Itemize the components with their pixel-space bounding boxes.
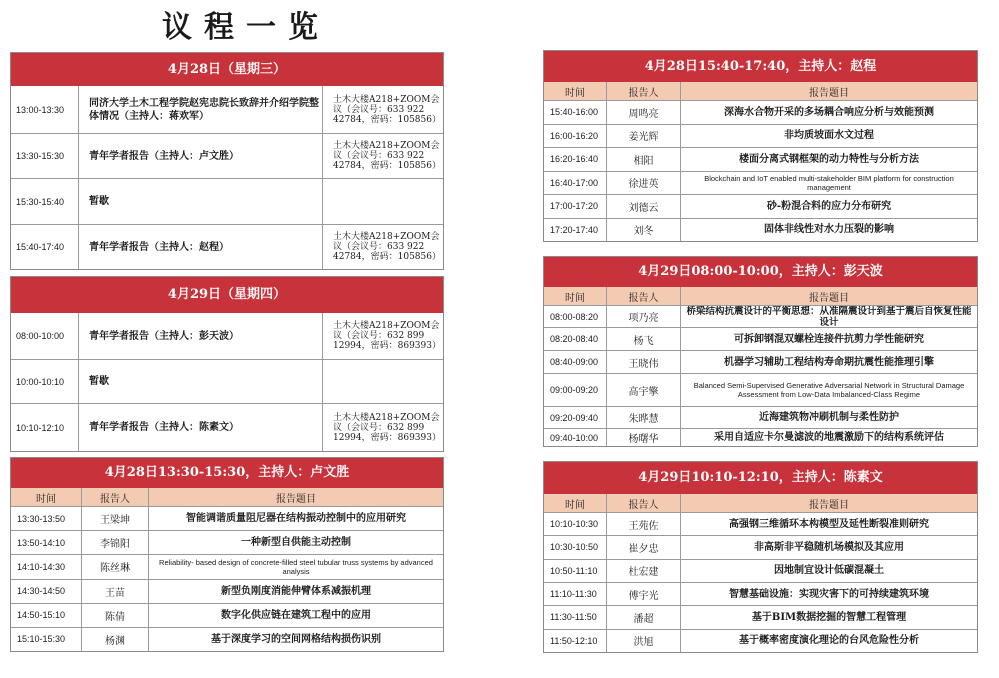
col-speaker: 报告人	[82, 488, 149, 506]
table-row	[544, 147, 977, 171]
speaker-cell: 刘冬	[607, 219, 681, 242]
time-cell: 11:10-11:30	[544, 583, 607, 605]
speaker-cell: 洪旭	[607, 630, 681, 652]
title-cell: 可拆卸钢混双螺栓连接件抗剪力学性能研究	[734, 333, 924, 345]
table-row	[544, 535, 977, 558]
event-cell: 暂歇	[79, 179, 323, 224]
table-row	[544, 629, 977, 652]
col-title: 报告题目	[809, 87, 849, 99]
table-header	[544, 494, 977, 512]
time-cell: 15:10-15:30	[11, 628, 82, 651]
table-row	[11, 530, 443, 554]
title-cell: 高强钢三维循环本构模型及延性断裂准则研究	[729, 518, 929, 530]
speaker-cell: 相阳	[607, 148, 681, 171]
speaker-cell: 刘德云	[607, 195, 681, 218]
time-cell: 14:30-14:50	[11, 580, 82, 603]
speaker-cell: 姜光辉	[607, 125, 681, 148]
page-title: 议程一览	[162, 10, 330, 45]
table-row	[544, 559, 977, 582]
location-cell	[323, 360, 443, 403]
time-cell: 11:50-12:10	[544, 630, 607, 652]
title-cell: Balanced Semi-Supervised Generative Adversarial Network in Structural Damage Assessment from Low-Data Imbalanced-Class Regime	[693, 381, 965, 399]
session-block	[543, 50, 978, 242]
speaker-cell: 项乃亮	[607, 306, 681, 327]
time-cell: 08:00-08:20	[544, 306, 607, 327]
time-cell: 08:40-09:00	[544, 351, 607, 373]
table-row	[544, 406, 977, 428]
title-cell: 基于概率密度演化理论的台风危险性分析	[739, 635, 919, 647]
table-row	[544, 350, 977, 373]
table-header	[544, 82, 977, 100]
table-row	[11, 404, 443, 451]
table-row	[11, 86, 443, 134]
time-cell: 15:40-17:40	[11, 225, 79, 269]
time-cell: 13:00-13:30	[11, 86, 79, 133]
time-cell: 08:00-10:00	[11, 313, 79, 359]
session-header: 4月29日10:10-12:10，主持人：陈素文	[544, 462, 977, 494]
table-row	[544, 327, 977, 350]
time-cell: 10:50-11:10	[544, 560, 607, 582]
location-cell	[323, 179, 443, 224]
table-row	[544, 428, 977, 446]
title-cell: 近海建筑物冲刷机制与柔性防护	[759, 412, 899, 423]
time-cell: 16:00-16:20	[544, 125, 607, 148]
time-cell: 15:40-16:00	[544, 101, 607, 124]
table-row	[544, 218, 977, 242]
event-cell: 青年学者报告（主持人：彭天波）	[79, 313, 323, 359]
speaker-cell: 陈丝琳	[82, 555, 149, 578]
event-cell: 青年学者报告（主持人：卢文胜）	[79, 134, 323, 178]
time-cell: 15:30-15:40	[11, 179, 79, 224]
event-cell: 青年学者报告（主持人：陈素文）	[79, 404, 323, 451]
location-cell: 土木大楼A218+ZOOM会议（会议号：633 922 42784，密码：105856）	[333, 232, 441, 262]
speaker-cell: 王苑佐	[607, 513, 681, 535]
speaker-cell: 杜宏建	[607, 560, 681, 582]
time-cell: 08:20-08:40	[544, 328, 607, 350]
col-speaker: 报告人	[607, 82, 681, 100]
time-cell: 16:20-16:40	[544, 148, 607, 171]
speaker-cell: 徐进英	[607, 172, 681, 195]
title-cell: 基于BIM数据挖掘的智慧工程管理	[751, 611, 907, 623]
time-cell: 13:30-15:30	[11, 134, 79, 178]
table-row	[11, 360, 443, 404]
time-cell: 10:10-10:30	[544, 513, 607, 535]
title-cell: 深海水合物开采的多场耦合响应分析与效能预测	[724, 106, 934, 118]
col-time: 时间	[544, 82, 607, 100]
session-header: 4月29日08:00-10:00，主持人：彭天波	[544, 257, 977, 287]
speaker-cell: 周鸣亮	[607, 101, 681, 124]
title-cell: 采用自适应卡尔曼滤波的地震激励下的结构系统评估	[714, 432, 944, 443]
session-block	[543, 461, 978, 653]
time-cell: 10:10-12:10	[11, 404, 79, 451]
session-header: 4月28日13:30-15:30，主持人：卢文胜	[11, 458, 443, 488]
title-cell: 数字化供应链在建筑工程中的应用	[221, 609, 371, 621]
col-title: 报告题目	[276, 493, 316, 505]
table-row	[544, 582, 977, 605]
table-row	[544, 373, 977, 406]
speaker-cell: 杨曙华	[607, 429, 681, 446]
table-row	[11, 225, 443, 269]
location-cell: 土木大楼A218+ZOOM会议（会议号：632 899 12994，密码：869393）	[333, 412, 441, 443]
title-cell: 砂-粉混合料的应力分布研究	[766, 200, 892, 212]
table-row	[544, 124, 977, 148]
location-cell: 土木大楼A218+ZOOM会议（会议号：633 922 42784，密码：105856）	[333, 141, 441, 171]
table-header	[544, 287, 977, 305]
time-cell: 17:00-17:20	[544, 195, 607, 218]
col-time: 时间	[11, 488, 82, 506]
location-cell: 土木大楼A218+ZOOM会议（会议号：632 899 12994，密码：869393）	[333, 321, 441, 351]
table-row	[544, 605, 977, 628]
event-cell: 同济大学土木工程学院赵宪忠院长致辞并介绍学院整体情况（主持人：蒋欢军）	[79, 86, 323, 133]
day-block-0428	[10, 52, 444, 270]
table-row	[11, 627, 443, 651]
speaker-cell: 崔夕忠	[607, 536, 681, 558]
col-speaker: 报告人	[607, 494, 681, 512]
event-cell: 青年学者报告（主持人：赵程）	[79, 225, 323, 269]
location-cell: 土木大楼A218+ZOOM会议（会议号：633 922 42784，密码：105856）	[333, 94, 441, 125]
table-row	[11, 179, 443, 225]
speaker-cell: 高宇擎	[607, 374, 681, 406]
title-cell: 一种新型自供能主动控制	[241, 537, 351, 549]
table-row	[544, 171, 977, 195]
table-row	[544, 512, 977, 535]
session-block	[10, 457, 444, 652]
speaker-cell: 王苗	[82, 580, 149, 603]
time-cell: 09:40-10:00	[544, 429, 607, 446]
time-cell: 14:10-14:30	[11, 555, 82, 578]
title-cell: 桥梁结构抗震设计的平衡思想：从准隔震设计到基于震后自恢复性能设计	[686, 306, 972, 327]
table-row	[11, 506, 443, 530]
day-header: 4月28日（星期三）	[11, 53, 443, 86]
event-cell: 暂歇	[79, 360, 323, 403]
speaker-cell: 陈倩	[82, 604, 149, 627]
time-cell: 13:50-14:10	[11, 531, 82, 554]
table-row	[11, 603, 443, 627]
speaker-cell: 杨渊	[82, 628, 149, 651]
speaker-cell: 杨飞	[607, 328, 681, 350]
session-header: 4月28日15:40-17:40，主持人：赵程	[544, 51, 977, 82]
title-cell: 因地制宜设计低碳混凝土	[774, 565, 884, 577]
title-cell: 楼面分离式钢框架的动力特性与分析方法	[739, 153, 919, 165]
day-header: 4月29日（星期四）	[11, 277, 443, 313]
time-cell: 10:30-10:50	[544, 536, 607, 558]
title-cell: 智能调谐质量阻尼器在结构振动控制中的应用研究	[186, 513, 406, 525]
speaker-cell: 潘超	[607, 606, 681, 628]
speaker-cell: 李锦阳	[82, 531, 149, 554]
title-cell: 非均质坡面水文过程	[784, 130, 874, 142]
day-block-0429	[10, 276, 444, 452]
table-row	[11, 579, 443, 603]
speaker-cell: 傅宇光	[607, 583, 681, 605]
table-row	[544, 100, 977, 124]
table-row	[544, 305, 977, 327]
time-cell: 13:30-13:50	[11, 507, 82, 530]
col-time: 时间	[544, 287, 607, 305]
col-time: 时间	[544, 494, 607, 512]
col-title: 报告题目	[809, 292, 849, 304]
title-cell: 基于深度学习的空间网格结构损伤识别	[211, 633, 381, 645]
title-cell: Reliability- based design of concrete-filled steel tubular truss systems by advanced analysis	[159, 557, 433, 576]
time-cell: 17:20-17:40	[544, 219, 607, 242]
session-block	[543, 256, 978, 447]
col-title: 报告题目	[809, 499, 849, 511]
title-cell: 新型负刚度消能伸臂体系减振机理	[221, 585, 371, 597]
col-speaker: 报告人	[607, 287, 681, 305]
time-cell: 09:20-09:40	[544, 407, 607, 428]
table-row	[544, 194, 977, 218]
table-row	[11, 134, 443, 179]
title-cell: 固体非线性对水力压裂的影响	[764, 224, 894, 236]
time-cell: 16:40-17:00	[544, 172, 607, 195]
title-cell: Blockchain and IoT enabled multi-stakeholder BIM platform for construction management	[704, 173, 954, 192]
time-cell: 10:00-10:10	[11, 360, 79, 403]
time-cell: 11:30-11:50	[544, 606, 607, 628]
time-cell: 09:00-09:20	[544, 374, 607, 406]
speaker-cell: 王晓伟	[607, 351, 681, 373]
table-row	[11, 313, 443, 360]
time-cell: 14:50-15:10	[11, 604, 82, 627]
title-cell: 机器学习辅助工程结构寿命期抗震性能推理引擎	[724, 356, 934, 368]
table-row	[11, 554, 443, 578]
title-cell: 智慧基础设施：实现灾害下的可持续建筑环境	[729, 588, 929, 600]
table-header	[11, 488, 443, 506]
title-cell: 非高斯非平稳随机场模拟及其应用	[754, 541, 904, 553]
speaker-cell: 王梁坤	[82, 507, 149, 530]
speaker-cell: 朱晔慧	[607, 407, 681, 428]
